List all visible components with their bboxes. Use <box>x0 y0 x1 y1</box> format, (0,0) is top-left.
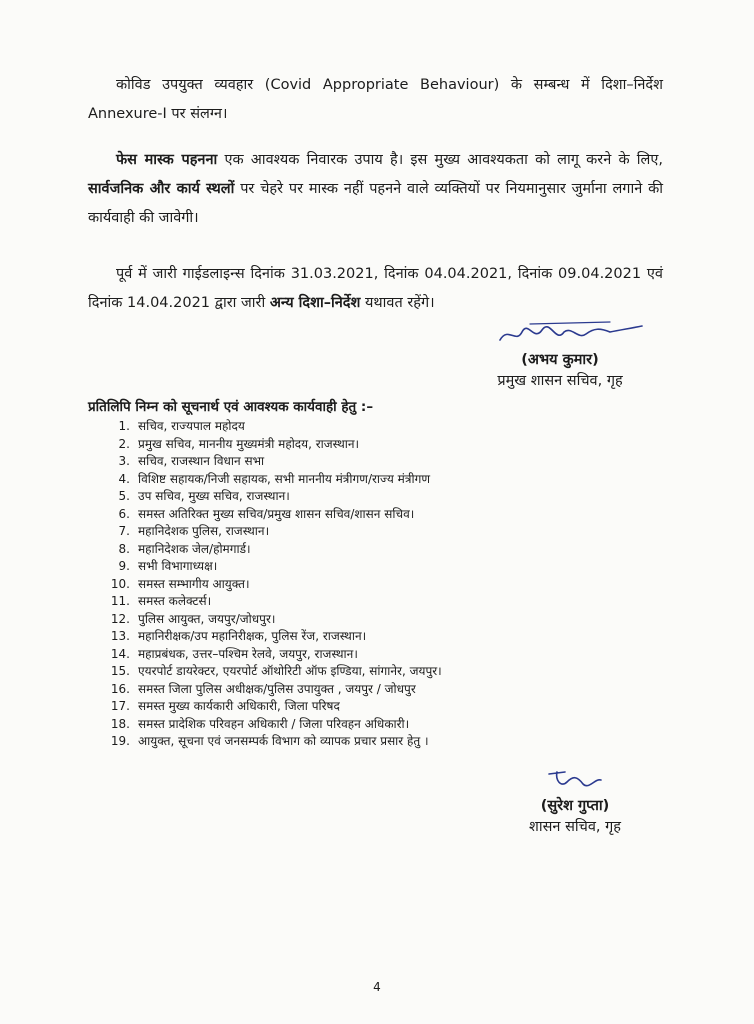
bold-face-mask: फेस मास्क पहनना <box>116 152 218 168</box>
list-item-number: 18. <box>110 716 130 731</box>
list-item-number: 15. <box>110 664 130 678</box>
list-item-number: 11. <box>110 594 130 608</box>
list-item-text: पुलिस आयुक्त, जयपुर/जोधपुर। <box>138 611 276 626</box>
list-item-text: एयरपोर्ट डायरेक्टर, एयरपोर्ट ऑथोरिटी ऑफ इण्डिया, सांगानेर, जयपुर। <box>138 664 442 678</box>
list-item-number: 8. <box>118 541 130 556</box>
list-item-number: 1. <box>118 419 130 433</box>
list-item <box>88 681 558 699</box>
list-item <box>88 541 558 559</box>
bold-public-places: सार्वजनिक और कार्य स्थलों <box>88 181 235 197</box>
list-item-text: सचिव, राजस्थान विधान सभा <box>138 454 265 468</box>
list-item-text: समस्त अतिरिक्त मुख्य सचिव/प्रमुख शासन सचिव/शासन सचिव। <box>138 506 415 521</box>
list-item-text: विशिष्ट सहायक/निजी सहायक, सभी माननीय मंत्रीगण/राज्य मंत्रीगण <box>138 471 431 486</box>
list-item <box>88 523 558 541</box>
page-number: 4 <box>373 980 381 994</box>
paragraph-previous-guidelines <box>88 260 663 318</box>
list-item-number: 17. <box>110 699 130 713</box>
list-item-text: प्रमुख सचिव, माननीय मुख्यमंत्री महोदय, राजस्थान। <box>138 436 360 451</box>
list-item <box>88 471 558 489</box>
list-item-text: उप सचिव, मुख्य सचिव, राजस्थान। <box>138 489 290 503</box>
list-item-text: महानिदेशक जेल/होमगार्ड। <box>138 541 251 556</box>
signatory-2-designation: शासन सचिव, गृह <box>529 819 621 835</box>
list-item-number: 9. <box>118 559 130 573</box>
list-item <box>88 698 558 716</box>
list-item-number: 13. <box>110 629 130 643</box>
list-item <box>88 576 558 594</box>
list-item-text: महानिरीक्षक/उप महानिरीक्षक, पुलिस रेंज, राजस्थान। <box>138 629 367 643</box>
list-item-number: 5. <box>118 489 130 503</box>
signature-scrawl-2 <box>505 764 645 796</box>
list-item-text: सचिव, राज्यपाल महोदय <box>138 419 245 433</box>
paragraph-covid-behaviour: कोविड उपयुक्त व्यवहार (Covid Appropriate Behaviour) के सम्बन्ध में दिशा–निर्देश Annexure-I पर संलग्न। <box>88 77 663 122</box>
text-segment: एक आवश्यक निवारक उपाय है। इस मुख्य आवश्यकता को लागू करने के लिए, <box>217 152 663 168</box>
signature-block-1 <box>460 318 660 392</box>
list-item-number: 7. <box>118 524 130 538</box>
text-segment: यथावत रहेंगे। <box>360 295 435 311</box>
list-item-number: 10. <box>110 576 130 591</box>
paragraph-face-mask <box>88 146 663 233</box>
copy-to-list <box>88 418 558 751</box>
list-item <box>88 593 558 611</box>
signature-block-2 <box>505 764 645 838</box>
signature-scrawl-1 <box>460 318 660 350</box>
list-item-number: 4. <box>118 471 130 486</box>
list-item <box>88 506 558 524</box>
list-item <box>88 663 558 681</box>
signatory-2-name: (सुरेश गुप्ता) <box>540 798 610 814</box>
list-item-text: महाप्रबंधक, उत्तर–पश्चिम रेलवे, जयपुर, राजस्थान। <box>138 646 358 661</box>
list-item <box>88 628 558 646</box>
list-item-number: 3. <box>118 454 130 468</box>
list-item <box>88 453 558 471</box>
list-item-text: महानिदेशक पुलिस, राजस्थान। <box>138 524 270 538</box>
list-item <box>88 418 558 436</box>
signatory-1-designation: प्रमुख शासन सचिव, गृह <box>497 373 623 389</box>
text-segment: पूर्व में जारी गाईडलाइन्स दिनांक 31.03.2021, दिनांक 04.04.2021, दिनांक 09.04.2021 एवं दिनांक 14.04.2021 द्वारा जारी <box>88 266 663 311</box>
list-item-text: सभी विभागाध्यक्ष। <box>138 559 218 573</box>
list-item-text: आयुक्त, सूचना एवं जनसम्पर्क विभाग को व्यापक प्रचार प्रसार हेतु । <box>138 734 429 748</box>
list-item-text: समस्त सम्भागीय आयुक्त। <box>138 576 250 591</box>
bold-other-guidelines: अन्य दिशा–निर्देश <box>269 295 361 311</box>
list-item-number: 16. <box>110 681 130 696</box>
signatory-1-name: (अभय कुमार) <box>521 352 599 368</box>
list-item <box>88 436 558 454</box>
list-item <box>88 558 558 576</box>
list-item <box>88 646 558 664</box>
text-segment: पर चेहरे पर मास्क नहीं पहनने वाले व्यक्तियों पर नियमानुसार जुर्माना लगाने की कार्यवाही की जावेगी। <box>88 181 663 226</box>
list-item-number: 2. <box>118 436 130 451</box>
copy-to-heading: प्रतिलिपि निम्न को सूचनार्थ एवं आवश्यक कार्यवाही हेतु :– <box>88 399 374 415</box>
list-item-number: 6. <box>118 506 130 521</box>
list-item-number: 12. <box>110 611 130 626</box>
list-item-text: समस्त कलेक्टर्स। <box>138 594 212 608</box>
list-item <box>88 716 558 734</box>
list-item <box>88 733 558 751</box>
list-item-number: 19. <box>110 734 130 748</box>
list-item-text: समस्त मुख्य कार्यकारी अधिकारी, जिला परिषद <box>138 699 340 713</box>
list-item <box>88 488 558 506</box>
list-item-text: समस्त प्रादेशिक परिवहन अधिकारी / जिला परिवहन अधिकारी। <box>138 716 410 731</box>
list-item-number: 14. <box>110 646 130 661</box>
list-item <box>88 611 558 629</box>
list-item-text: समस्त जिला पुलिस अधीक्षक/पुलिस उपायुक्त , जयपुर / जोधपुर <box>138 681 416 696</box>
